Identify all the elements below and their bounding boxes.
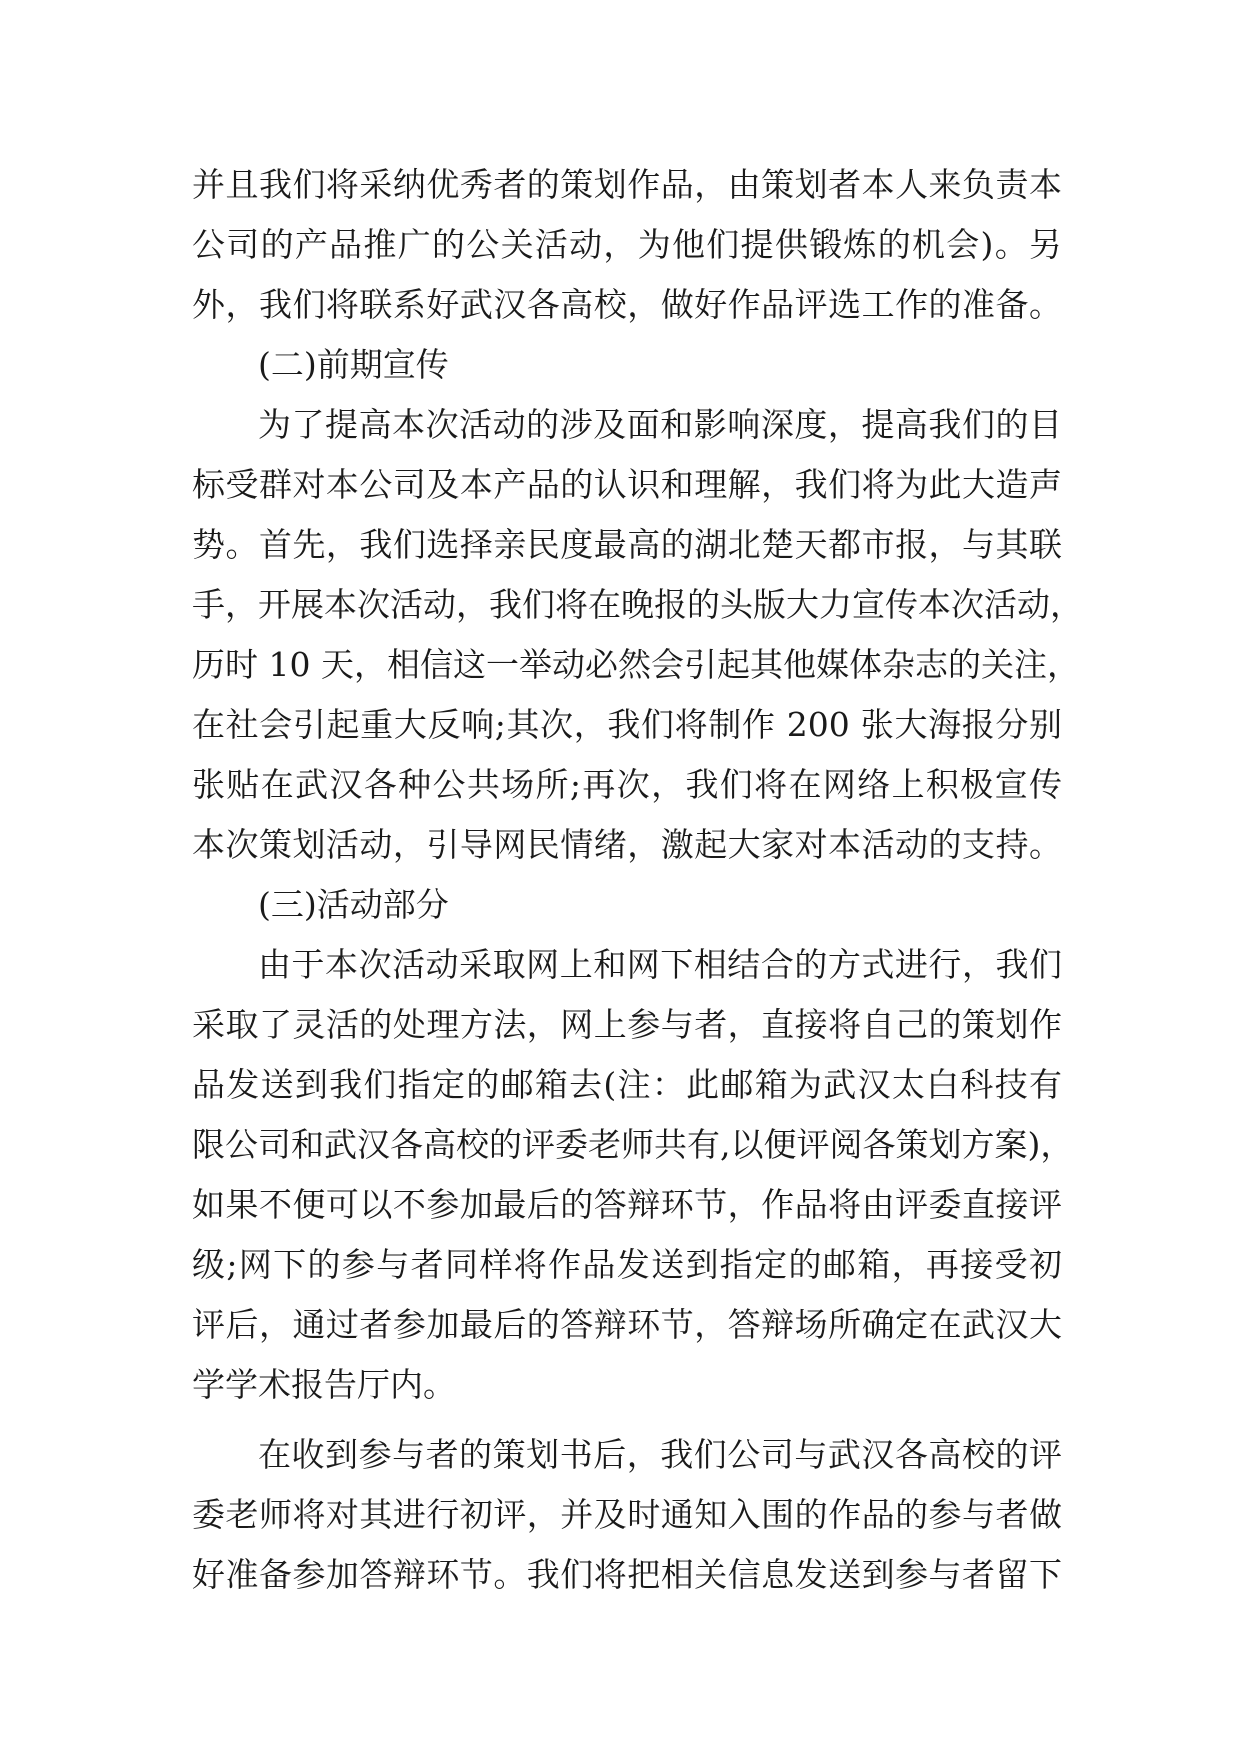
section-heading: (二)前期宣传: [258, 345, 449, 384]
text-line: 公司的产品推广的公关活动，为他们提供锻炼的机会)。另: [192, 225, 1062, 264]
text-line: 限公司和武汉各高校的评委老师共有,以便评阅各策划方案)，: [192, 1125, 1074, 1164]
text-line: 学学术报告厅内。: [192, 1365, 456, 1404]
text-line: 如果不便可以不参加最后的答辩环节，作品将由评委直接评: [192, 1185, 1062, 1224]
text-line: 在社会引起重大反响;其次，我们将制作 200 张大海报分别: [192, 705, 1062, 744]
text-line: 为了提高本次活动的涉及面和影响深度，提高我们的目: [258, 405, 1062, 444]
text-line: 本次策划活动，引导网民情绪，激起大家对本活动的支持。: [192, 825, 1062, 864]
text-line: 势。首先，我们选择亲民度最高的湖北楚天都市报，与其联: [192, 525, 1062, 564]
text-line: 张贴在武汉各种公共场所;再次，我们将在网络上积极宣传: [192, 765, 1062, 804]
text-line: 评后，通过者参加最后的答辩环节，答辩场所确定在武汉大: [192, 1305, 1062, 1344]
section-heading: (三)活动部分: [258, 885, 449, 924]
text-line: 在收到参与者的策划书后，我们公司与武汉各高校的评: [258, 1435, 1062, 1474]
text-line: 委老师将对其进行初评，并及时通知入围的作品的参与者做: [192, 1495, 1062, 1534]
text-line: 品发送到我们指定的邮箱去(注：此邮箱为武汉太白科技有: [192, 1065, 1062, 1104]
text-line: 采取了灵活的处理方法，网上参与者，直接将自己的策划作: [192, 1005, 1062, 1044]
text-line: 外，我们将联系好武汉各高校，做好作品评选工作的准备。: [192, 285, 1062, 324]
text-line: 好准备参加答辩环节。我们将把相关信息发送到参与者留下: [192, 1555, 1062, 1594]
text-line: 标受群对本公司及本产品的认识和理解，我们将为此大造声: [192, 465, 1062, 504]
paragraph-gap: [192, 1415, 1062, 1425]
text-line: 并且我们将采纳优秀者的策划作品，由策划者本人来负责本: [192, 165, 1062, 204]
text-line: 级;网下的参与者同样将作品发送到指定的邮箱，再接受初: [192, 1245, 1062, 1284]
text-line: 历时 10 天，相信这一举动必然会引起其他媒体杂志的关注，: [192, 645, 1080, 684]
body-text: [192, 155, 1083, 1605]
text-line: 由于本次活动采取网上和网下相结合的方式进行，我们: [258, 945, 1062, 984]
text-line: 手，开展本次活动，我们将在晚报的头版大力宣传本次活动，: [192, 585, 1083, 624]
